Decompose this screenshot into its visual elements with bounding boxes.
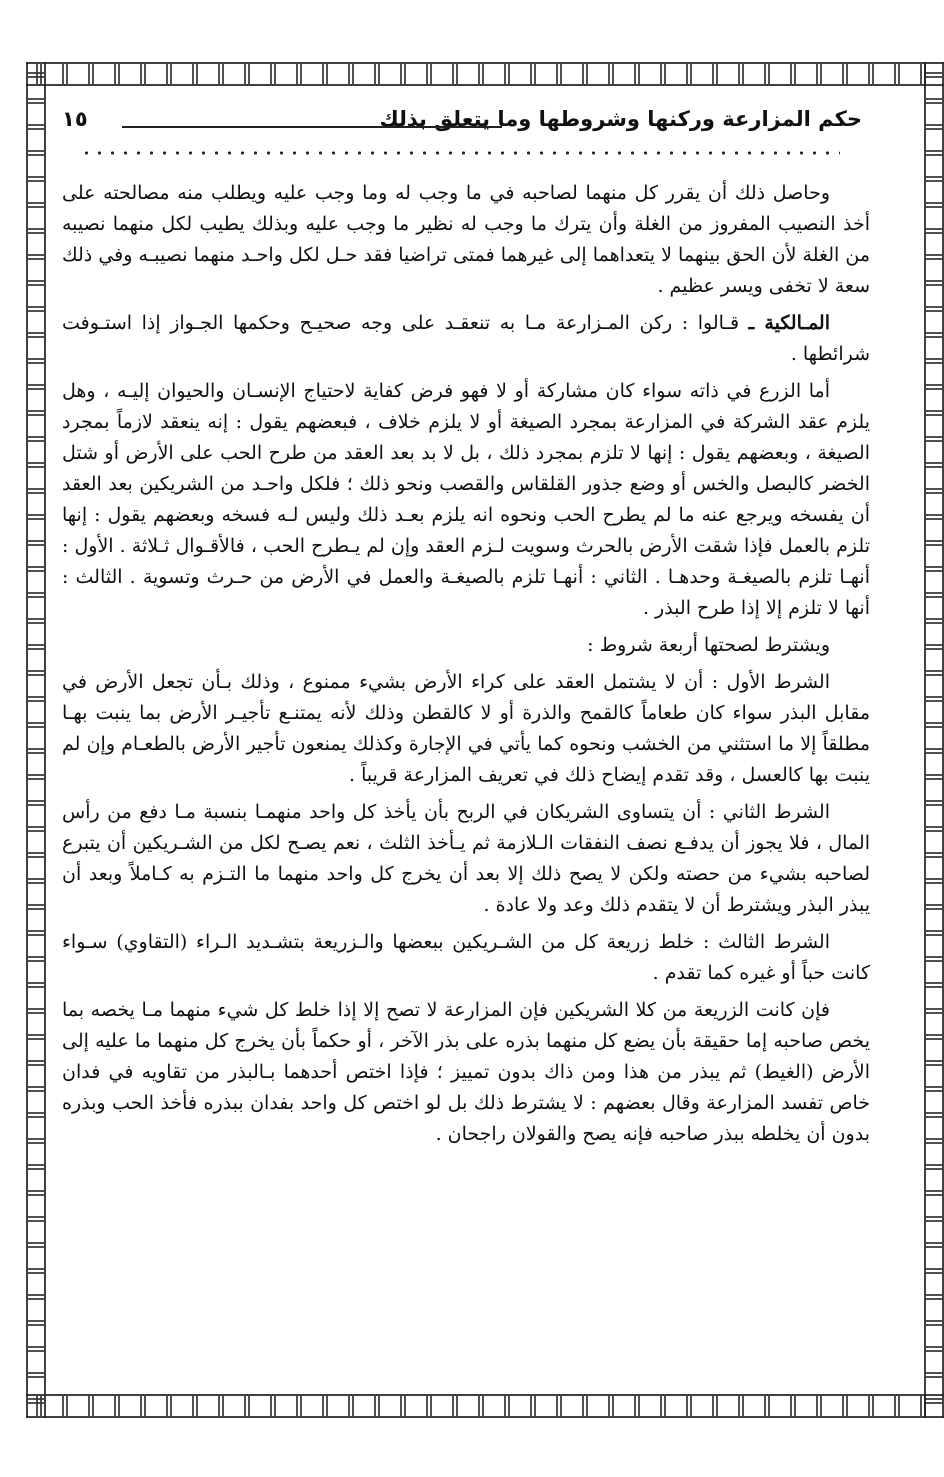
paragraph-condition-2: الشرط الثاني : أن يتساوى الشريكان في الربح بأن يأخذ كل واحد منهمـا بنسبة مـا دفع من رأس المال ، فلا يجوز أن يدفـع نصف النفقات الـلازمة ثم يـأخذ الثلث ، نعم يصـح لكل من الشـريكين أن يتبرع لصاحبه بشيء من حصته ولكن لا يصح ذلك إلا بعد أن يخرج كل واحد منهما ما التـزم به كـاملاً وبعد أن يبذر البذر ويشترط أن لا يتقدم ذلك وعد ولا عادة . (62, 801, 870, 916)
page-header (62, 104, 862, 144)
page-body (62, 178, 870, 1156)
paragraph-condition-1: الشرط الأول : أن لا يشتمل العقد على كراء الأرض بشيء ممنوع ، وذلك بـأن تجعل الأرض في مقابل البذر سواء كان طعاماً كالقمح والذرة أو لا كالقطن وذلك لأنه يمتنـع تأجيـر الأرض بما ينبت بهـا مطلقاً إلا ما استثني من الخشب ونحوه كما يأتي في الإجارة وكذلك يمنعون تأجير الأرض بالطعـام وإن لم ينبت بها كالعسل ، وقد تقدم إيضاح ذلك في تعريف المزارعة قريباً . (62, 671, 870, 786)
bottom-ornamental-border (26, 1394, 944, 1418)
paragraph-conditions-intro: ويشترط لصحتها أربعة شروط : (587, 634, 830, 656)
top-ornamental-border (26, 62, 944, 86)
left-ornamental-border (26, 62, 46, 1418)
right-ornamental-border (924, 62, 944, 1418)
paragraph-malikiyya-text: قـالوا : ركن المـزارعة مـا به تنعقـد على وجه صحيـح وحكمها الجـواز إذا استـوفت شرائطها . (62, 312, 870, 365)
school-label: المـالكية ـ (748, 312, 831, 334)
page-number: ١٥ (62, 107, 88, 131)
paragraph-condition-3: الشرط الثالث : خلط زريعة كل من الشـريكين ببعضها والـزريعة بتشـديد الـراء (التقاوي) سـواء كانت حباً أو غيره كما تقدم . (62, 931, 870, 984)
header-rule (122, 126, 502, 128)
paragraph-planting-ruling: أما الزرع في ذاته سواء كان مشاركة أو لا فهو فرض كفاية لاحتياج الإنسـان والحيوان إليـه ، وهل يلزم عقد الشركة في المزارعة بمجرد الصيغة أو لا يلزم خلاف ، فبعضهم يقول : إنه ينعقد لازماً بمجرد الصيغة ، وبعضهم يقول : إنها لا تلزم بمجرد ذلك ، بل لا بد بعد العقد من طرح الحب على الأرض أو شتل الخضر كالبصل والخس أو وضع جذور القلقاس والقصب ونحو ذلك ؛ فلكل واحـد من الشريكين بعد العقد أن يفسخه ويرجع عنه ما لم يطرح الحب ونحوه انه يلزم بعـد ذلك وليس لـه فسخه وبعضهم يقول : إنها تلزم بالعمل فإذا شقت الأرض بالحرث وسويت لـزم العقد وإن لم يـطرح الحب ، فالأقـوال ثـلاثة . الأول : أنهـا تلزم بالصيغـة وحدهـا . الثاني : أنهـا تلزم بالصيغـة والعمل في الأرض من حـرث وتسوية . الثالث : أنها لا تلزم إلا إذا طرح البذر . (62, 380, 870, 619)
paragraph-summary: وحاصل ذلك أن يقرر كل منهما لصاحبه في ما وجب له وما وجب عليه ويطلب منه مصالحته على أخذ النصيب المفروز من الغلة وأن يترك ما وجب له نظير ما وجب عليه وبذلك يطيب لكل منهما نصيبه من الغلة لأن الحق بينهما لا يتعداهما إلى غيرهما فمتى تراضيا فقد حـل لكل واحـد منهما نصيبـه وفي ذلك سعة لا تخفى ويسر عظيم . (62, 182, 871, 297)
dotted-separator (80, 150, 840, 156)
paragraph-malikiyya (62, 308, 870, 370)
running-title: حكم المزارعة وركنها وشروطها وما يتعلق بذلك (379, 107, 862, 131)
paragraph-seed-mixing: فإن كانت الزريعة من كلا الشريكين فإن المزارعة لا تصح إلا إذا خلط كل شيء منهما مـا يخصه بما يخص صاحبه إما حقيقة بأن يضع كل منهما بذره على بذر الآخر ، أو حكماً بأن يخرج كل منهما ما عليه إلى الأرض (الغيط) ثم يبذر من هذا ومن ذاك بدون تمييز ؛ فإذا اختص أحدهما بـالبذر من تقاويه في فدان خاص تفسد المزارعة وقال بعضهم : لا يشترط ذلك بل لو اختص كل واحد بفدان ببذره فأخذ الحب وبذره بدون أن يخلطه ببذر صاحبه فإنه يصح والقولان راجحان . (62, 999, 870, 1145)
